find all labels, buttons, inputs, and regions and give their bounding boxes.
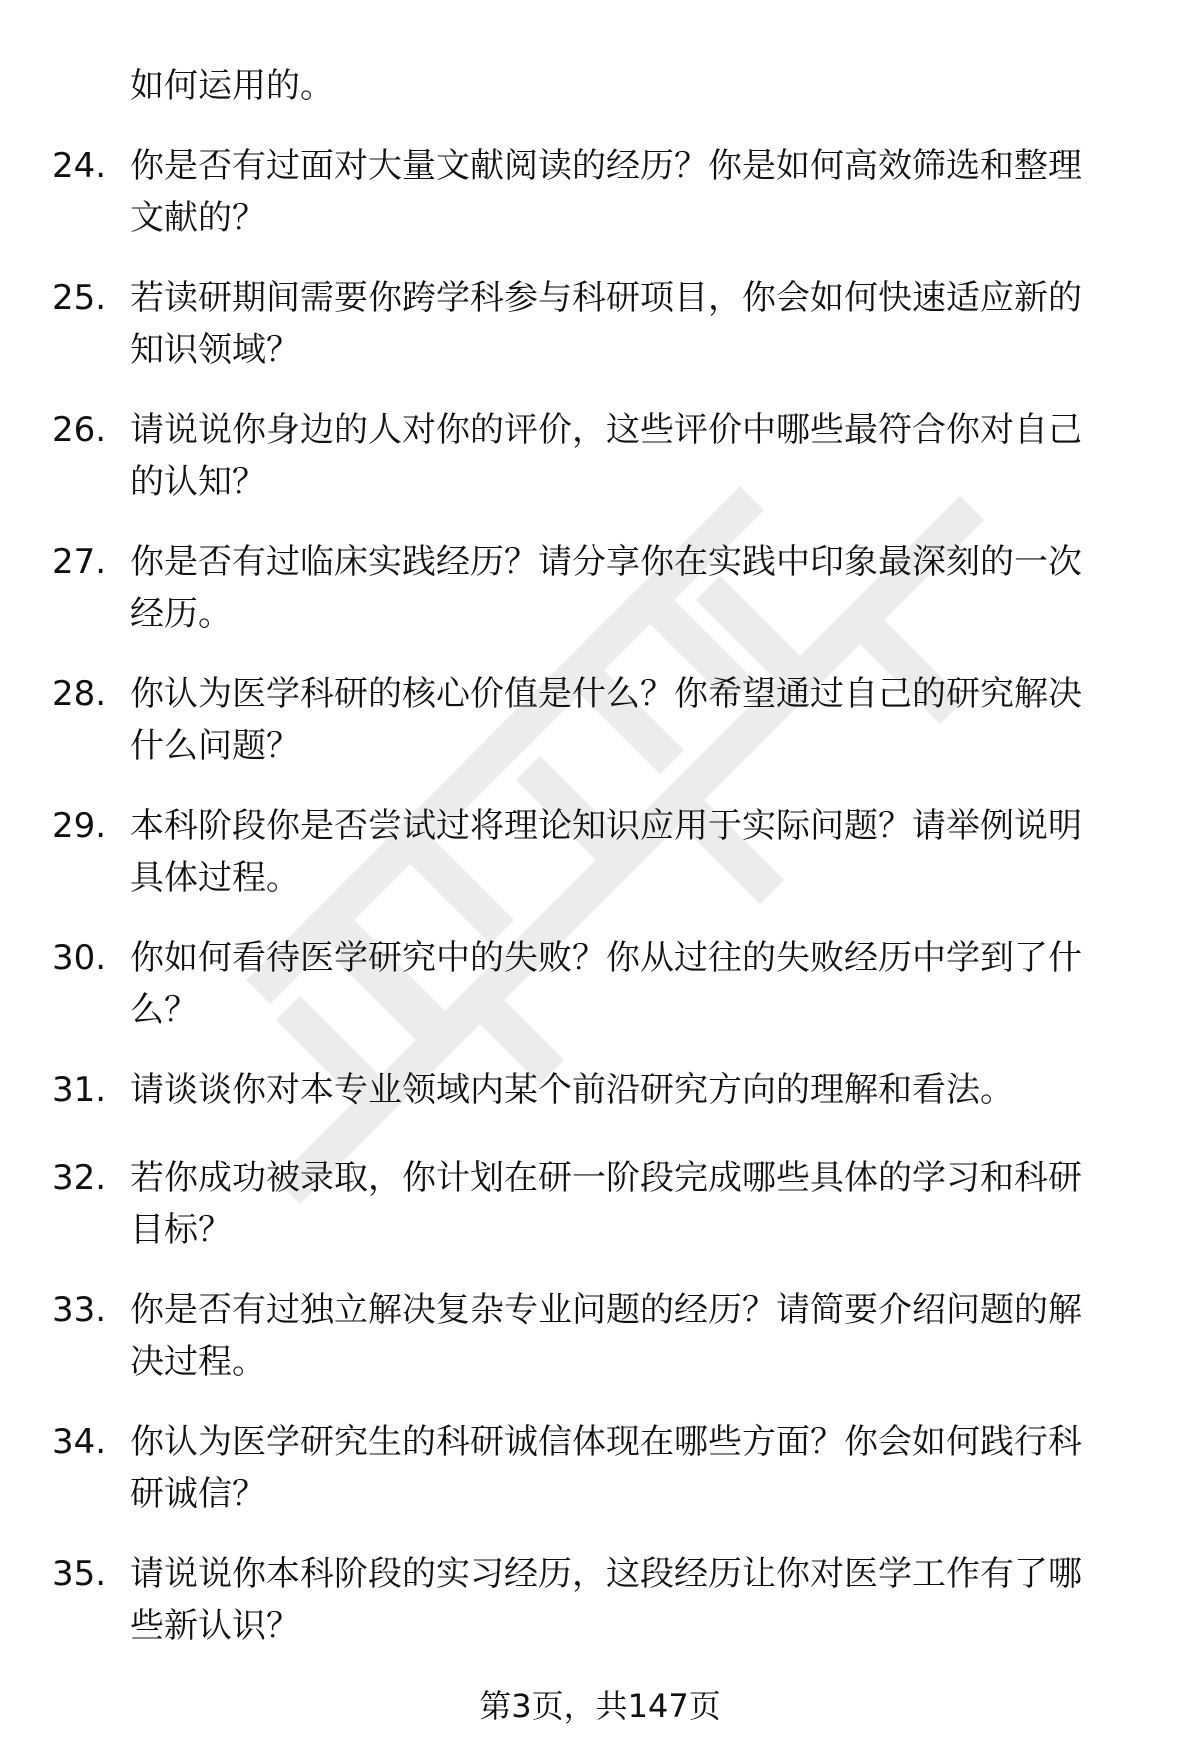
question-number: 26.	[52, 410, 107, 450]
question-text: 你是否有过独立解决复杂专业问题的经历？请简要介绍问题的解	[130, 1290, 1082, 1330]
question-text: 你认为医学研究生的科研诚信体现在哪些方面？你会如何践行科	[130, 1422, 1082, 1462]
question-text: 请说说你本科阶段的实习经历，这段经历让你对医学工作有了哪	[130, 1554, 1082, 1594]
question-text-continued: 研诚信？	[130, 1474, 266, 1514]
question-text-continued: 经历。	[130, 594, 232, 634]
question-number: 34.	[52, 1422, 107, 1462]
list-item	[52, 668, 1152, 778]
question-number: 33.	[52, 1290, 107, 1330]
question-text-continued: 么？	[130, 990, 198, 1030]
question-text: 本科阶段你是否尝试过将理论知识应用于实际问题？请举例说明	[130, 806, 1082, 846]
question-number: 25.	[52, 278, 107, 318]
list-item	[52, 800, 1152, 910]
continuation-text: 如何运用的。	[130, 66, 334, 106]
question-number: 35.	[52, 1554, 107, 1594]
question-number: 32.	[52, 1158, 107, 1198]
question-number: 27.	[52, 542, 107, 582]
question-text: 请谈谈你对本专业领域内某个前沿研究方向的理解和看法。	[130, 1070, 1014, 1110]
question-text-continued: 决过程。	[130, 1342, 266, 1382]
question-text-continued: 什么问题？	[130, 726, 300, 766]
question-text-continued: 文献的？	[130, 198, 266, 238]
question-text: 你如何看待医学研究中的失败？你从过往的失败经历中学到了什	[130, 938, 1082, 978]
question-number: 24.	[52, 146, 107, 186]
question-text: 请说说你身边的人对你的评价，这些评价中哪些最符合你对自己	[130, 410, 1082, 450]
question-text-continued: 目标？	[130, 1210, 232, 1250]
question-text: 你是否有过面对大量文献阅读的经历？你是如何高效筛选和整理	[130, 146, 1082, 186]
question-number: 30.	[52, 938, 107, 978]
question-text-continued: 知识领域？	[130, 330, 300, 370]
list-item	[52, 1152, 1152, 1262]
list-item	[52, 404, 1152, 514]
question-text-continued: 具体过程。	[130, 858, 300, 898]
list-item	[52, 536, 1152, 646]
question-list	[52, 140, 1152, 1680]
page-number-footer: 第3页，共147页	[479, 1687, 721, 1725]
question-text: 若读研期间需要你跨学科参与科研项目，你会如何快速适应新的	[130, 278, 1082, 318]
question-number: 28.	[52, 674, 107, 714]
question-text-continued: 的认知？	[130, 462, 266, 502]
question-number: 29.	[52, 806, 107, 846]
question-text-continued: 些新认识？	[130, 1606, 300, 1646]
list-item	[52, 272, 1152, 382]
question-text: 若你成功被录取，你计划在研一阶段完成哪些具体的学习和科研	[130, 1158, 1082, 1198]
list-item	[52, 1284, 1152, 1394]
question-text: 你是否有过临床实践经历？请分享你在实践中印象最深刻的一次	[130, 542, 1082, 582]
list-item	[52, 1548, 1152, 1658]
list-item	[52, 1064, 1152, 1128]
list-item	[52, 932, 1152, 1042]
list-item	[52, 1416, 1152, 1526]
question-number: 31.	[52, 1070, 107, 1110]
question-text: 你认为医学科研的核心价值是什么？你希望通过自己的研究解决	[130, 674, 1082, 714]
list-item	[52, 140, 1152, 250]
